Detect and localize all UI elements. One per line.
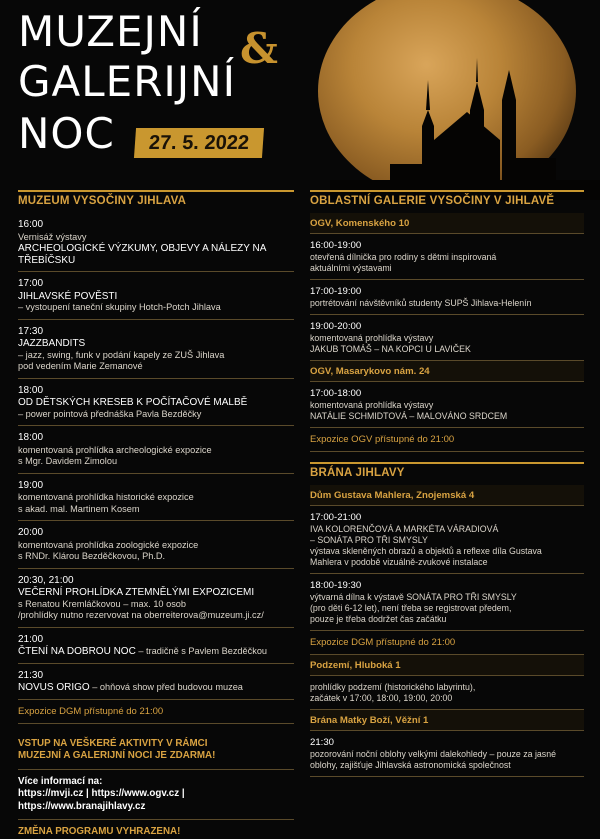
program-item	[18, 569, 294, 628]
title-line-2: GALERIJNÍ	[18, 57, 236, 106]
item-title: OD DĚTSKÝCH KRESEB K POČÍTAČOVÉ MALBĚ	[18, 397, 248, 408]
gallery-column	[310, 190, 584, 777]
program-item	[310, 382, 584, 428]
title-line-1: MUZEJNÍ	[18, 7, 203, 56]
event-date: 27. 5. 2022	[134, 128, 264, 158]
item-line: aktuálními výstavami	[310, 263, 392, 273]
free-entry-line-1: VSTUP NA VEŠKERÉ AKTIVITY V RÁMCI	[18, 737, 208, 749]
item-line: oblohy, zajišťuje Jihlavská astronomická společnost	[310, 760, 511, 770]
item-time: 19:00-20:00	[310, 321, 362, 332]
item-title-row	[18, 646, 294, 658]
item-time: 17:00-19:00	[310, 286, 362, 297]
item-line: s RNDr. Klárou Bezděčkovou, Ph.D.	[18, 551, 166, 561]
gallery-note: Expozice OGV přístupné do 21:00	[310, 428, 584, 452]
item-time: 18:00-19:30	[310, 580, 362, 591]
program-item	[18, 272, 294, 320]
program-item	[310, 676, 584, 710]
program-item	[310, 234, 584, 280]
program-item	[18, 664, 294, 700]
item-line: portrétování návštěvníků studenty SUPŠ Jihlava-Helenín	[310, 298, 532, 308]
item-line: začátek v 17:00, 18:00, 19:00, 20:00	[310, 693, 453, 703]
item-line: IVA KOLORENČOVÁ A MARKÉTA VÁRADIOVÁ	[310, 524, 499, 534]
gallery-section-header	[310, 190, 584, 207]
item-line: s akad. mal. Martinem Kosem	[18, 503, 140, 514]
museum-section-header	[18, 190, 294, 207]
item-time: 18:00	[18, 432, 44, 443]
brana-title: BRÁNA JIHLAVY	[310, 467, 405, 479]
program-item	[18, 320, 294, 379]
museum-program-list	[18, 213, 294, 700]
item-time: 21:30	[18, 669, 44, 681]
brana-venue3-list	[310, 731, 584, 777]
item-time: 16:00	[18, 219, 44, 230]
item-time: 17:30	[18, 325, 44, 337]
item-line: pouze je třeba dodržet čas začátku	[310, 614, 447, 624]
item-time: 18:00	[18, 384, 44, 396]
venue-ogv-komenskeho: OGV, Komenského 10	[310, 213, 584, 234]
item-line: prohlídky podzemí (historického labyrintu),	[310, 682, 476, 692]
item-title: JAZZBANDITS	[18, 338, 86, 349]
program-item	[310, 574, 584, 631]
item-line: pod vedením Marie Zemanové	[18, 361, 143, 371]
item-line: (pro děti 6-12 let), není třeba se registrovat předem,	[310, 603, 512, 613]
item-time: 19:00	[18, 479, 44, 491]
item-time: 17:00-21:00	[310, 512, 362, 523]
venue-gate: Brána Matky Boží, Věžní 1	[310, 710, 584, 731]
item-line: komentovaná prohlídka archeologické expozice	[18, 444, 212, 455]
gallery-venue1-list	[310, 234, 584, 361]
item-line: s Renatou Kremláčkovou – max. 10 osob	[18, 598, 187, 609]
more-info-label: Více informací na:	[18, 775, 103, 787]
ampersand: &	[240, 24, 278, 73]
item-title: ARCHEOLOGICKÉ VÝZKUMY, OBJEVY A NÁLEZY NA TŘEBÍČSKU	[18, 243, 266, 266]
item-line: komentovaná prohlídka výstavy	[310, 400, 434, 410]
item-inline: – ohňová show před budovou muzea	[89, 682, 243, 692]
program-item	[310, 506, 584, 574]
item-title: NOVUS ORIGO	[18, 682, 90, 693]
item-time: 21:00	[18, 633, 44, 645]
program-item	[310, 731, 584, 777]
gallery-title: OBLASTNÍ GALERIE VYSOČINY V JIHLAVĚ	[310, 195, 555, 207]
program-item	[18, 213, 294, 272]
item-inline: – tradičně s Pavlem Bezděčkou	[135, 646, 268, 656]
item-line: s Mgr. Davidem Zimolou	[18, 456, 118, 466]
item-line: NATÁLIE SCHMIDTOVÁ – MALOVÁNO SRDCEM	[310, 411, 508, 421]
brana-venue1-list	[310, 506, 584, 631]
item-title: JIHLAVSKÉ POVĚSTI	[18, 290, 118, 302]
item-time: 21:30	[310, 737, 335, 748]
item-time: 17:00-18:00	[310, 388, 362, 399]
venue-ogv-masarykovo: OGV, Masarykovo nám. 24	[310, 361, 584, 382]
footer	[18, 738, 294, 839]
title-line-3: NOC	[18, 109, 115, 158]
item-line: výtvarná dílna k výstavě SONÁTA PRO TŘI SMYSLY	[310, 592, 517, 602]
church-silhouette	[330, 40, 600, 200]
item-line: komentovaná prohlídka historické expozice	[18, 492, 194, 502]
item-line: – vystoupení taneční skupiny Hotch-Potch Jihlava	[18, 302, 221, 312]
item-line: Mahlera v podobě vizuálně-zvukové instalace	[310, 557, 488, 567]
brana-note: Expozice DGM přístupné do 21:00	[310, 631, 584, 655]
brana-venue2-list	[310, 676, 584, 710]
brana-section-header	[310, 462, 584, 479]
item-line: komentovaná prohlídka výstavy	[310, 333, 434, 343]
item-title: ČTENÍ NA DOBROU NOC	[18, 646, 136, 657]
item-line: výstava skleněných obrazů a objektů a reflexe díla Gustava	[310, 546, 542, 556]
item-line: /prohlídky nutno rezervovat na oberreiterova@muzeum.ji.cz/	[18, 610, 264, 620]
item-line: komentovaná prohlídka zoologické expozice	[18, 539, 199, 550]
item-line: – SONÁTA PRO TŘI SMYSLY	[310, 535, 428, 545]
program-item	[310, 280, 584, 315]
item-time: 20:00	[18, 527, 44, 538]
info-links[interactable]: https://mvji.cz | https://www.ogv.cz | https://www.branajihlavy.cz	[18, 788, 185, 812]
program-change-note: ZMĚNA PROGRAMU VYHRAZENA!	[18, 826, 181, 837]
item-line: Vernisáž výstavy	[18, 231, 87, 242]
venue-mahler-house: Dům Gustava Mahlera, Znojemská 4	[310, 485, 584, 506]
museum-column	[18, 190, 294, 839]
item-time: 16:00-19:00	[310, 240, 362, 251]
item-line: JAKUB TOMÁŠ – NA KOPCI U LAVIČEK	[310, 344, 471, 354]
item-title: VEČERNÍ PROHLÍDKA ZTEMNĚLÝMI EXPOZICEMI	[18, 587, 255, 598]
venue-underground: Podzemí, Hluboká 1	[310, 655, 584, 676]
museum-note: Expozice DGM přístupné do 21:00	[18, 700, 294, 724]
program-item	[310, 315, 584, 361]
item-line: pozorování noční oblohy velkými dalekohledy – pouze za jasné	[310, 749, 556, 759]
free-entry-line-2: MUZEJNÍ A GALERIJNÍ NOCI JE ZDARMA!	[18, 750, 216, 761]
program-item	[18, 379, 294, 427]
item-line: – power pointová přednáška Pavla Bezděčky	[18, 408, 202, 419]
item-line: otevřená dílnička pro rodiny s dětmi inspirovaná	[310, 252, 497, 262]
program-item	[18, 426, 294, 474]
item-time: 17:00	[18, 278, 44, 289]
item-time: 20:30, 21:00	[18, 574, 74, 586]
program-item	[18, 474, 294, 522]
item-line: – jazz, swing, funk v podání kapely ze ZUŠ Jihlava	[18, 349, 225, 360]
item-title-row	[18, 682, 294, 694]
program-item	[18, 628, 294, 664]
program-item	[18, 521, 294, 569]
gallery-venue2-list	[310, 382, 584, 428]
museum-title: MUZEUM VYSOČINY JIHLAVA	[18, 195, 187, 207]
